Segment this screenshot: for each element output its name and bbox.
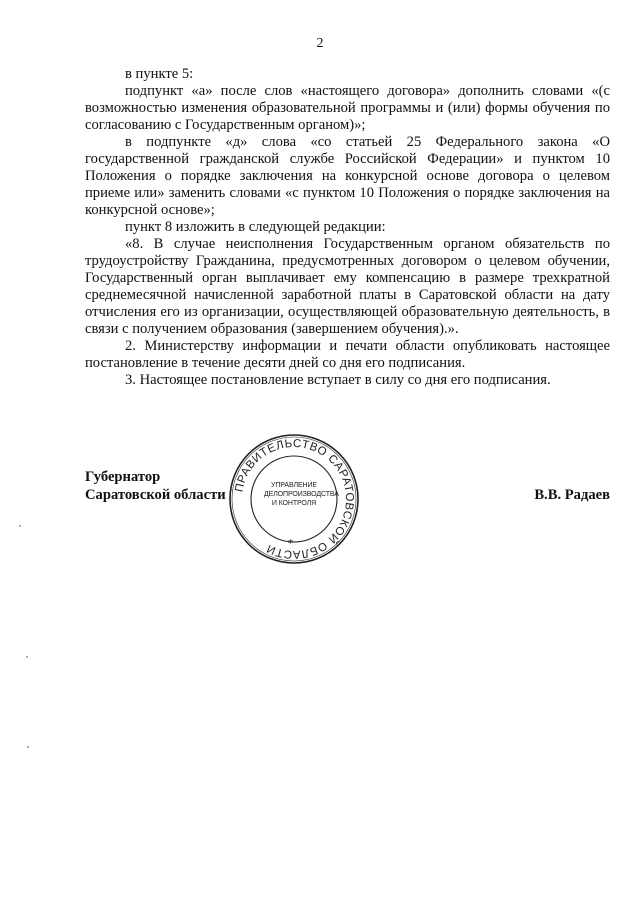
signatory-title (85, 468, 226, 504)
signatory-title-line: Губернатор (85, 469, 161, 485)
seal-ring-text: ПРАВИТЕЛЬСТВО САРАТОВСКОЙ ОБЛАСТИ (233, 437, 356, 561)
seal-center-text (264, 481, 339, 508)
seal-center-line: И КОНТРОЛЯ (271, 500, 317, 507)
seal-center-line: УПРАВЛЕНИЕ (271, 482, 317, 489)
page-number: 2 (316, 36, 324, 51)
scan-speck (27, 746, 29, 748)
paragraph: «8. В случае неисполнения Государственным органом обязательств по трудоустройству Гражданина, предусмотренных договором о целевом обучении, Государственный орган выплачивает ему компенсацию в размере трехкратной среднемесячной начисленной заработной платы в Саратовской области на дату отчисления его из организации, осуществляющей образовательную деятельность, в связи с получением образования (завершением обучения).». (85, 236, 610, 337)
paragraph: подпункт «а» после слов «настоящего договора» дополнить словами «(с возможностью изменения образовательной программы и (или) формы обучения по согласованию с Государственным органом)»; (85, 83, 610, 133)
paragraph: 3. Настоящее постановление вступает в силу со дня его подписания. (125, 372, 551, 388)
official-seal (228, 433, 360, 565)
signatory-name: В.В. Радаев (534, 487, 610, 503)
signatory-title-line: Саратовской области (85, 487, 226, 503)
seal-center-line: ДЕЛОПРОИЗВОДСТВА (264, 491, 339, 498)
scan-speck (26, 656, 28, 658)
seal-star: * (288, 537, 294, 550)
paragraph: в пункте 5: (125, 66, 194, 82)
paragraph: пункт 8 изложить в следующей редакции: (125, 219, 386, 235)
paragraph: в подпункте «д» слова «со статьей 25 Федерального закона «О государственной гражданской службе Российской Федерации» и пунктом 10 Положения о порядке заключения на конкурсной основе договора о целевом приеме или» заменить словами «с пунктом 10 Положения о порядке заключения на конкурсной основе»; (85, 134, 610, 218)
scan-speck (19, 525, 21, 527)
document-body (85, 66, 610, 389)
paragraph: 2. Министерству информации и печати области опубликовать настоящее постановление в течение десяти дней со дня его подписания. (85, 338, 610, 371)
